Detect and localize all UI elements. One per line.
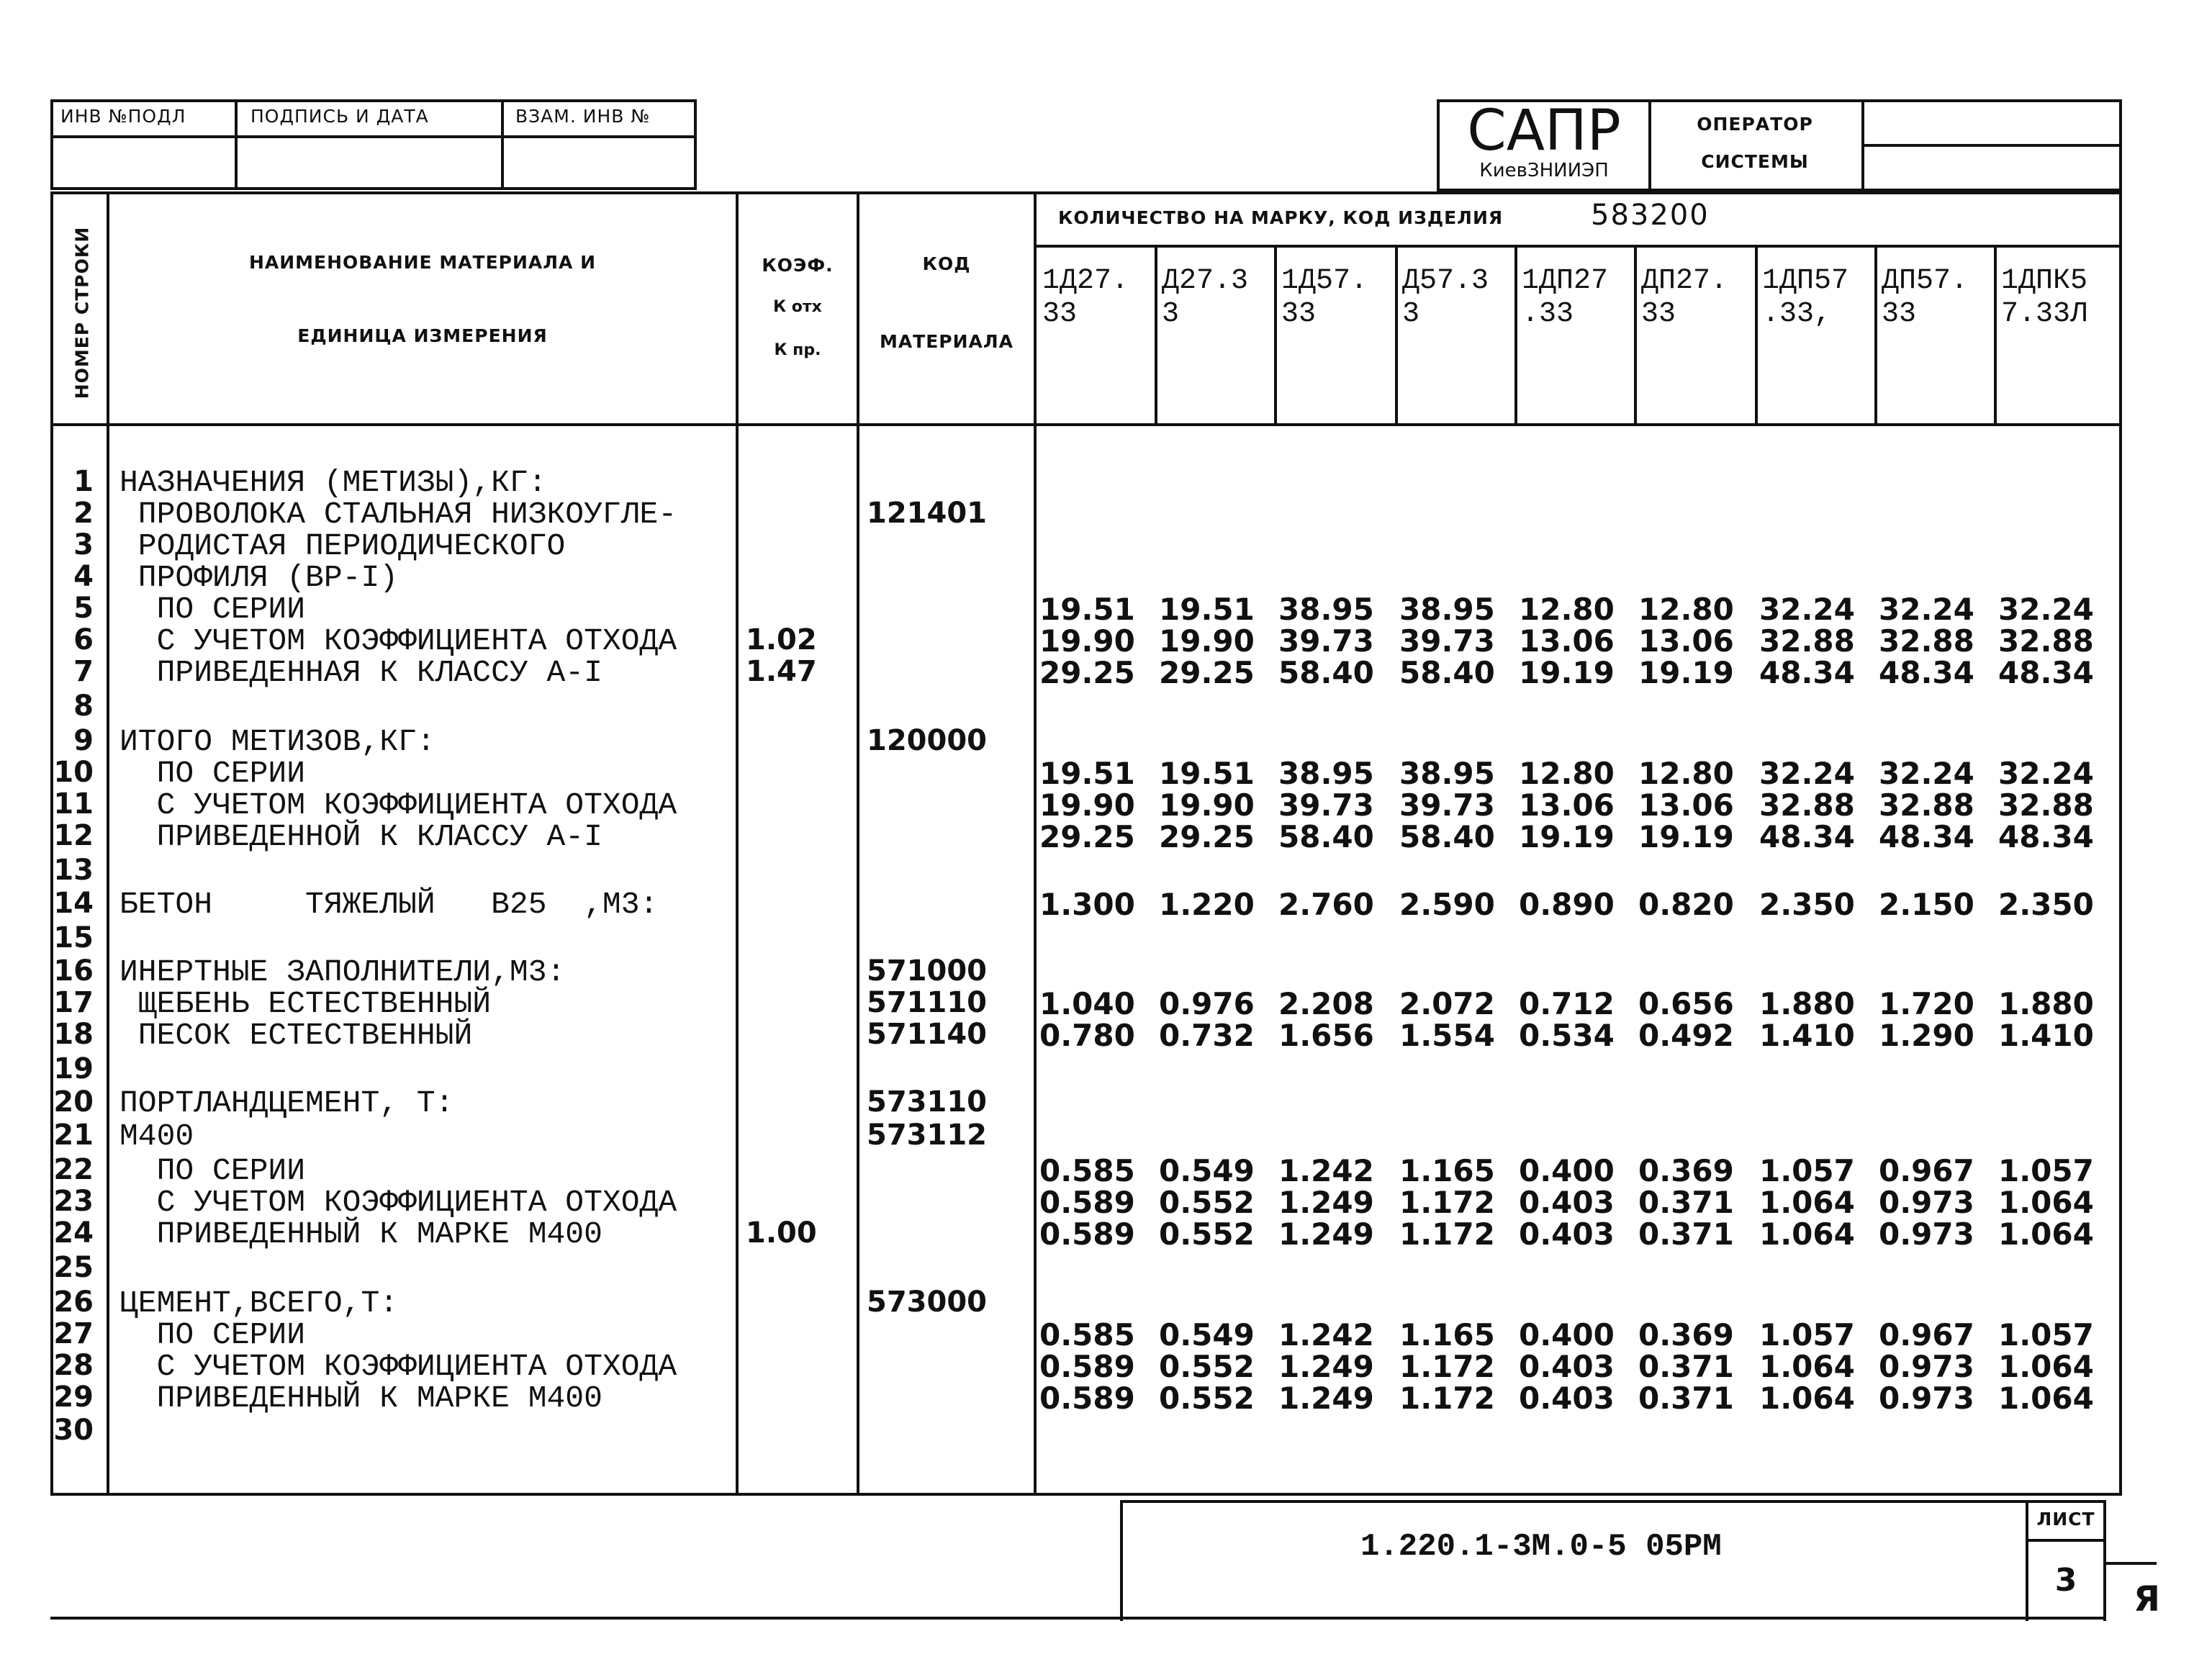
material-code: 573000 bbox=[867, 1286, 987, 1319]
quantity-cell: 19.51 bbox=[1159, 592, 1255, 627]
header-bottom-border bbox=[50, 423, 2122, 426]
material-name: ПРОВОЛОКА СТАЛЬНАЯ НИЗКОУГЛЕ- bbox=[119, 497, 677, 532]
name-header-line2: ЕДИНИЦА ИЗМЕРЕНИЯ bbox=[297, 325, 548, 346]
quantity-cell: 2.072 bbox=[1399, 986, 1495, 1021]
quantity-cell: 1.172 bbox=[1399, 1381, 1495, 1416]
org-name: КиевЗНИИЭП bbox=[1479, 160, 1609, 181]
quantity-cell: 38.95 bbox=[1278, 756, 1374, 791]
quantity-cell: 32.88 bbox=[1879, 623, 1974, 659]
row-number: 30 bbox=[53, 1414, 94, 1447]
quantity-cell: 1.057 bbox=[1998, 1153, 2094, 1188]
quantity-cell: 48.34 bbox=[1759, 655, 1855, 690]
row-number: 19 bbox=[53, 1052, 94, 1085]
quantity-cell: 1.249 bbox=[1278, 1185, 1374, 1220]
quantity-cell: 58.40 bbox=[1399, 819, 1495, 854]
quantity-cell: 2.350 bbox=[1759, 887, 1855, 922]
quantity-cell: 2.760 bbox=[1278, 887, 1374, 922]
quantity-cell: 19.51 bbox=[1039, 592, 1135, 627]
quantity-cell: 0.552 bbox=[1159, 1381, 1255, 1416]
quantity-cell: 12.80 bbox=[1519, 592, 1615, 627]
quantity-cell: 58.40 bbox=[1399, 655, 1495, 690]
quantity-cell: 1.242 bbox=[1278, 1153, 1374, 1188]
table-top-border bbox=[50, 191, 2122, 194]
material-name: НАЗНАЧЕНИЯ (МЕТИЗЫ),КГ: bbox=[119, 465, 547, 500]
material-code: 571000 bbox=[867, 954, 987, 988]
quantity-cell: 48.34 bbox=[1879, 655, 1974, 690]
row-number: 25 bbox=[53, 1251, 94, 1284]
material-name: ПРИВЕДЕННАЯ К КЛАССУ А-I bbox=[119, 655, 602, 690]
quantity-cell: 19.51 bbox=[1039, 756, 1135, 791]
coef-header-line2: К отх bbox=[773, 298, 822, 316]
quantity-cell: 0.973 bbox=[1879, 1185, 1974, 1220]
quantity-cell: 1.057 bbox=[1759, 1153, 1855, 1188]
quantity-cell: 2.208 bbox=[1278, 986, 1374, 1021]
code-header-line2: МАТЕРИАЛА bbox=[879, 331, 1014, 352]
coefficient: 1.02 bbox=[746, 623, 817, 656]
product-code: 583200 bbox=[1591, 199, 1710, 232]
quantity-cell: 38.95 bbox=[1399, 756, 1495, 791]
quantity-cell: 32.24 bbox=[1879, 592, 1974, 627]
material-name: ЩЕБЕНЬ ЕСТЕСТВЕННЫЙ bbox=[119, 986, 492, 1021]
material-name: С УЧЕТОМ КОЭФФИЦИЕНТА ОТХОДА bbox=[119, 1185, 677, 1220]
quantity-cell: 1.290 bbox=[1879, 1018, 1974, 1053]
quantity-cell: 1.165 bbox=[1399, 1317, 1495, 1352]
quantity-cell: 1.064 bbox=[1759, 1381, 1855, 1416]
material-name: ПРИВЕДЕННЫЙ К МАРКЕ М400 bbox=[119, 1216, 602, 1252]
quantity-cell: 38.95 bbox=[1399, 592, 1495, 627]
material-name: ПЕСОК ЕСТЕСТВЕННЫЙ bbox=[119, 1018, 473, 1053]
code-header-line1: КОД bbox=[922, 253, 971, 274]
quantity-cell: 0.403 bbox=[1519, 1185, 1615, 1220]
row-number: 8 bbox=[73, 690, 94, 723]
row-number: 23 bbox=[53, 1185, 94, 1218]
material-code: 573112 bbox=[867, 1119, 987, 1152]
quantity-cell: 1.165 bbox=[1399, 1153, 1495, 1188]
quantity-cell: 0.890 bbox=[1519, 887, 1615, 922]
quantity-cell: 32.88 bbox=[1759, 623, 1855, 659]
quantity-cell: 12.80 bbox=[1638, 756, 1734, 791]
row-number: 7 bbox=[73, 655, 94, 688]
quantity-cell: 0.976 bbox=[1159, 986, 1255, 1021]
quantity-cell: 1.880 bbox=[1998, 986, 2094, 1021]
material-name: ПО СЕРИИ bbox=[119, 1153, 306, 1188]
row-number: 11 bbox=[53, 787, 94, 821]
quantity-cell: 32.88 bbox=[1998, 787, 2094, 823]
quantity-cell: 1.410 bbox=[1759, 1018, 1855, 1053]
material-name: ПО СЕРИИ bbox=[119, 756, 306, 791]
material-name: С УЧЕТОМ КОЭФФИЦИЕНТА ОТХОДА bbox=[119, 787, 677, 823]
material-name: М400 bbox=[119, 1119, 194, 1154]
quantity-cell: 58.40 bbox=[1278, 819, 1374, 854]
quantity-cell: 0.589 bbox=[1039, 1185, 1135, 1220]
quantity-cell: 0.967 bbox=[1879, 1317, 1974, 1352]
sapr-logo: САПР bbox=[1467, 99, 1621, 163]
quantity-cell: 0.589 bbox=[1039, 1381, 1135, 1416]
quantity-cell: 0.400 bbox=[1519, 1153, 1615, 1188]
material-code: 573110 bbox=[867, 1085, 987, 1119]
quantity-cell: 0.585 bbox=[1039, 1317, 1135, 1352]
quantity-cell: 1.249 bbox=[1278, 1349, 1374, 1384]
quantity-cell: 0.820 bbox=[1638, 887, 1734, 922]
quantity-cell: 0.492 bbox=[1638, 1018, 1734, 1053]
quantity-cell: 0.403 bbox=[1519, 1216, 1615, 1252]
podpis-label: ПОДПИСЬ И ДАТА bbox=[250, 106, 429, 127]
quantity-cell: 32.88 bbox=[1998, 623, 2094, 659]
quantity-cell: 0.552 bbox=[1159, 1185, 1255, 1220]
product-column-header: 1Д27. 33 bbox=[1042, 265, 1129, 330]
quantity-cell: 1.040 bbox=[1039, 986, 1135, 1021]
quantity-cell: 0.973 bbox=[1879, 1349, 1974, 1384]
row-number: 15 bbox=[53, 921, 94, 954]
quantity-cell: 0.585 bbox=[1039, 1153, 1135, 1188]
row-number: 17 bbox=[53, 986, 94, 1019]
quantity-cell: 0.973 bbox=[1879, 1381, 1974, 1416]
quantity-cell: 48.34 bbox=[1759, 819, 1855, 854]
material-name: ПРОФИЛЯ (ВР-I) bbox=[119, 560, 399, 595]
quantity-cell: 0.549 bbox=[1159, 1317, 1255, 1352]
quantity-cell: 19.90 bbox=[1159, 787, 1255, 823]
quantity-cell: 13.06 bbox=[1638, 787, 1734, 823]
sheet-number: 3 bbox=[2054, 1562, 2077, 1599]
product-column-header: 1ДП27 .33 bbox=[1522, 265, 1609, 330]
quantity-cell: 29.25 bbox=[1039, 655, 1135, 690]
quantity-cell: 0.780 bbox=[1039, 1018, 1135, 1053]
quantity-cell: 48.34 bbox=[1879, 819, 1974, 854]
material-name: ПРИВЕДЕННОЙ К КЛАССУ А-I bbox=[119, 819, 602, 854]
quantity-cell: 0.732 bbox=[1159, 1018, 1255, 1053]
quantity-cell: 48.34 bbox=[1998, 655, 2094, 690]
row-number: 4 bbox=[73, 560, 94, 593]
vzam-label: ВЗАМ. ИНВ № bbox=[515, 106, 651, 127]
quantity-cell: 29.25 bbox=[1039, 819, 1135, 854]
document-code: 1.220.1-3М.0-5 05РМ bbox=[1360, 1529, 1722, 1565]
quantity-cell: 0.712 bbox=[1519, 986, 1615, 1021]
quantity-cell: 2.590 bbox=[1399, 887, 1495, 922]
quantity-cell: 1.410 bbox=[1998, 1018, 2094, 1053]
quantity-cell: 32.24 bbox=[1998, 592, 2094, 627]
coefficient: 1.47 bbox=[746, 655, 817, 688]
quantity-cell: 1.220 bbox=[1159, 887, 1255, 922]
product-column-header: 1ДПК5 7.33Л bbox=[2001, 265, 2088, 330]
quantity-cell: 13.06 bbox=[1519, 623, 1615, 659]
quantity-cell: 32.24 bbox=[1759, 756, 1855, 791]
material-name: ПРИВЕДЕННЫЙ К МАРКЕ М400 bbox=[119, 1381, 602, 1416]
material-name: ПО СЕРИИ bbox=[119, 1317, 306, 1352]
row-number: 3 bbox=[73, 528, 94, 561]
quantity-cell: 1.249 bbox=[1278, 1381, 1374, 1416]
quantity-cell: 2.350 bbox=[1998, 887, 2094, 922]
quantity-cell: 38.95 bbox=[1278, 592, 1374, 627]
material-name: ИТОГО МЕТИЗОВ,КГ: bbox=[119, 724, 435, 759]
row-number: 12 bbox=[53, 819, 94, 852]
quantity-cell: 0.534 bbox=[1519, 1018, 1615, 1053]
quantity-cell: 32.24 bbox=[1998, 756, 2094, 791]
row-number-header: НОМЕР СТРОКИ bbox=[71, 226, 93, 399]
material-code: 121401 bbox=[867, 497, 987, 530]
quantity-cell: 39.73 bbox=[1399, 787, 1495, 823]
row-number: 21 bbox=[53, 1119, 94, 1152]
quantity-cell: 0.400 bbox=[1519, 1317, 1615, 1352]
quantity-cell: 12.80 bbox=[1638, 592, 1734, 627]
quantity-cell: 32.24 bbox=[1759, 592, 1855, 627]
quantity-cell: 19.51 bbox=[1159, 756, 1255, 791]
quantity-cell: 1.554 bbox=[1399, 1018, 1495, 1053]
product-column-header: Д57.3 3 bbox=[1402, 265, 1489, 330]
material-code: 571140 bbox=[867, 1018, 987, 1051]
quantity-cell: 1.172 bbox=[1399, 1185, 1495, 1220]
quantity-cell: 1.300 bbox=[1039, 887, 1135, 922]
row-number: 13 bbox=[53, 854, 94, 887]
quantity-cell: 1.064 bbox=[1998, 1381, 2094, 1416]
quantity-cell: 19.19 bbox=[1519, 819, 1615, 854]
quantity-cell: 19.90 bbox=[1159, 623, 1255, 659]
quantity-cell: 1.172 bbox=[1399, 1216, 1495, 1252]
sheet-label: ЛИСТ bbox=[2036, 1509, 2095, 1530]
quantity-cell: 32.24 bbox=[1879, 756, 1974, 791]
quantity-cell: 12.80 bbox=[1519, 756, 1615, 791]
material-name: ИНЕРТНЫЕ ЗАПОЛНИТЕЛИ,М3: bbox=[119, 954, 566, 990]
quantity-cell: 29.25 bbox=[1159, 655, 1255, 690]
table-bottom-border bbox=[50, 1493, 2122, 1496]
footer-bottom-border bbox=[50, 1617, 2106, 1620]
quantity-cell: 32.88 bbox=[1879, 787, 1974, 823]
quantity-cell: 0.371 bbox=[1638, 1216, 1734, 1252]
quantity-cell: 0.589 bbox=[1039, 1216, 1135, 1252]
material-name: С УЧЕТОМ КОЭФФИЦИЕНТА ОТХОДА bbox=[119, 623, 677, 659]
quantity-cell: 1.057 bbox=[1998, 1317, 2094, 1352]
product-column-header: ДП27. 33 bbox=[1641, 265, 1728, 330]
quantity-cell: 1.064 bbox=[1998, 1185, 2094, 1220]
quantity-cell: 2.150 bbox=[1879, 887, 1974, 922]
quantity-cell: 0.589 bbox=[1039, 1349, 1135, 1384]
coef-header-line1: КОЭФ. bbox=[762, 255, 834, 276]
qty-header: КОЛИЧЕСТВО НА МАРКУ, КОД ИЗДЕЛИЯ bbox=[1058, 207, 1504, 228]
row-number: 2 bbox=[73, 497, 94, 530]
row-number: 29 bbox=[53, 1381, 94, 1414]
quantity-cell: 48.34 bbox=[1998, 819, 2094, 854]
quantity-cell: 0.371 bbox=[1638, 1185, 1734, 1220]
quantity-cell: 19.90 bbox=[1039, 623, 1135, 659]
corner-mark: Я bbox=[2134, 1579, 2160, 1620]
quantity-cell: 1.249 bbox=[1278, 1216, 1374, 1252]
row-number: 28 bbox=[53, 1349, 94, 1382]
row-number: 14 bbox=[53, 887, 94, 920]
quantity-cell: 1.064 bbox=[1759, 1349, 1855, 1384]
quantity-cell: 0.967 bbox=[1879, 1153, 1974, 1188]
row-number: 5 bbox=[73, 592, 94, 625]
row-number: 24 bbox=[53, 1216, 94, 1250]
coefficient: 1.00 bbox=[746, 1216, 817, 1250]
quantity-cell: 1.057 bbox=[1759, 1317, 1855, 1352]
row-number: 1 bbox=[73, 465, 94, 498]
quantity-cell: 19.19 bbox=[1519, 655, 1615, 690]
quantity-cell: 0.656 bbox=[1638, 986, 1734, 1021]
name-header-line1: НАИМЕНОВАНИЕ МАТЕРИАЛА И bbox=[248, 252, 597, 273]
operator-label: ОПЕРАТОР bbox=[1697, 114, 1813, 135]
quantity-cell: 19.19 bbox=[1638, 819, 1734, 854]
product-column-header: 1ДП57 .33, bbox=[1762, 265, 1849, 330]
material-name: С УЧЕТОМ КОЭФФИЦИЕНТА ОТХОДА bbox=[119, 1349, 677, 1384]
material-code: 571110 bbox=[867, 986, 987, 1019]
quantity-cell: 0.369 bbox=[1638, 1317, 1734, 1352]
quantity-cell: 0.973 bbox=[1879, 1216, 1974, 1252]
material-name: ЦЕМЕНТ,ВСЕГО,Т: bbox=[119, 1286, 399, 1321]
quantity-cell: 1.064 bbox=[1759, 1216, 1855, 1252]
quantity-cell: 1.242 bbox=[1278, 1317, 1374, 1352]
row-number: 18 bbox=[53, 1018, 94, 1051]
row-number: 22 bbox=[53, 1153, 94, 1186]
coef-header-line3: К пр. bbox=[774, 341, 821, 359]
quantity-cell: 1.720 bbox=[1879, 986, 1974, 1021]
quantity-cell: 39.73 bbox=[1278, 787, 1374, 823]
product-column-header: ДП57. 33 bbox=[1882, 265, 1969, 330]
quantity-cell: 0.369 bbox=[1638, 1153, 1734, 1188]
quantity-cell: 19.90 bbox=[1039, 787, 1135, 823]
quantity-cell: 19.19 bbox=[1638, 655, 1734, 690]
inv-podl-label: ИНВ №ПОДЛ bbox=[60, 106, 186, 127]
quantity-cell: 1.064 bbox=[1998, 1349, 2094, 1384]
row-number: 6 bbox=[73, 623, 94, 656]
quantity-cell: 39.73 bbox=[1278, 623, 1374, 659]
system-label: СИСТЕМЫ bbox=[1701, 151, 1809, 172]
quantity-cell: 39.73 bbox=[1399, 623, 1495, 659]
row-number: 20 bbox=[53, 1085, 94, 1119]
quantity-cell: 58.40 bbox=[1278, 655, 1374, 690]
quantity-cell: 29.25 bbox=[1159, 819, 1255, 854]
quantity-cell: 13.06 bbox=[1638, 623, 1734, 659]
quantity-cell: 0.552 bbox=[1159, 1349, 1255, 1384]
quantity-cell: 1.172 bbox=[1399, 1349, 1495, 1384]
quantity-cell: 13.06 bbox=[1519, 787, 1615, 823]
quantity-cell: 0.371 bbox=[1638, 1349, 1734, 1384]
quantity-cell: 0.371 bbox=[1638, 1381, 1734, 1416]
product-column-header: 1Д57. 33 bbox=[1281, 265, 1368, 330]
material-name: ПО СЕРИИ bbox=[119, 592, 306, 627]
product-column-header: Д27.3 3 bbox=[1162, 265, 1249, 330]
material-name: РОДИСТАЯ ПЕРИОДИЧЕСКОГО bbox=[119, 528, 566, 564]
material-code: 120000 bbox=[867, 724, 987, 757]
row-number: 26 bbox=[53, 1286, 94, 1319]
quantity-cell: 0.403 bbox=[1519, 1381, 1615, 1416]
quantity-cell: 1.064 bbox=[1998, 1216, 2094, 1252]
quantity-cell: 1.880 bbox=[1759, 986, 1855, 1021]
row-number: 9 bbox=[73, 724, 94, 757]
quantity-cell: 0.403 bbox=[1519, 1349, 1615, 1384]
quantity-cell: 1.064 bbox=[1759, 1185, 1855, 1220]
material-name: БЕТОН ТЯЖЕЛЫЙ В25 ,М3: bbox=[119, 887, 659, 922]
row-number: 10 bbox=[53, 756, 94, 789]
row-number: 27 bbox=[53, 1317, 94, 1350]
row-number: 16 bbox=[53, 954, 94, 988]
quantity-cell: 0.552 bbox=[1159, 1216, 1255, 1252]
quantity-cell: 0.549 bbox=[1159, 1153, 1255, 1188]
material-name: ПОРТЛАНДЦЕМЕНТ, Т: bbox=[119, 1085, 454, 1121]
quantity-cell: 32.88 bbox=[1759, 787, 1855, 823]
quantity-cell: 1.656 bbox=[1278, 1018, 1374, 1053]
